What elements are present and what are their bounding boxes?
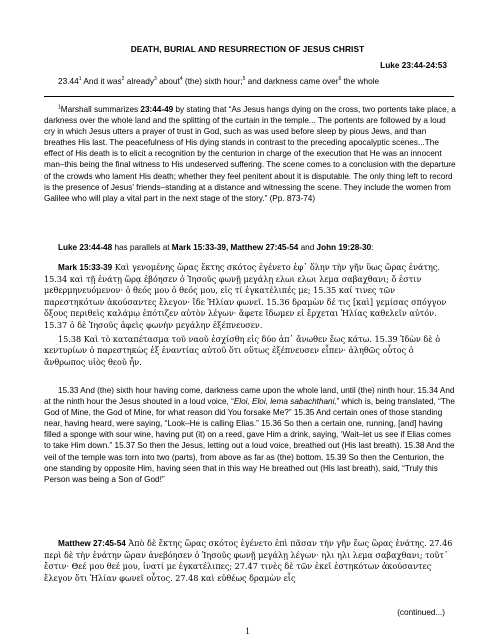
verse-text: the whole: [341, 76, 380, 86]
greek-text: Ἀπὸ δὲ ἕκτης ὥρας σκότος ἐγένετο ἐπὶ πᾶσαν τὴν γῆν ἕως ὥρας ἐνάτης. 27.46 περὶ δὲ τὴν ἐνάτην ὥραν ἀνεβόησεν ὁ Ἰησοῦς φωνῇ μεγάλῃ λέγων· ηλι ηλι λεμα σαβαχθανι; τοῦτ᾽ ἔστιν· Θεέ μου θεέ μου, ἱνατί με ἐγκατέλιπες; 27.47 τινὲς δὲ τῶν ἐκεῖ ἑστηκότων ἀκούσαντες ἔλεγον ὅτι Ἠλίαν φωνεῖ οὗτος. 27.48 καὶ εὐθέως δραμὼν εἷς: [44, 538, 453, 583]
footnote-marker: 2: [121, 76, 125, 83]
verse-text: and darkness came over: [245, 76, 339, 86]
english-text: 15.33 And (the) sixth hour having come, darkness came upon the whole land, until (the) ninth hour. 15.34 And at the ninth hour the Jesus shouted in a loud voice, “: [44, 386, 455, 407]
verse-line: [58, 76, 379, 86]
greek-text: Καὶ γενομένης ὥρας ἕκτης σκότος ἐγένετο ἐφ᾽ ὅλην τὴν γῆν ὕως ὥρας ἐνάτης. 15.34 καὶ τῇ ἐνάτῃ ὥρᾳ ἐβόησεν ὁ Ἰησοῦς φωνῇ μεγάλῃ ελωι ελωι λεμα σαβαχθανι; ὅ ἐστιν μεθερμηνευόμενον· ὁ θεός μου ὁ θεός μου, εἰς τί ἐγκατέλιπές με; 15.35 καί τινες τῶν παρεστηκότων ἀκούσαντες ἔλεγον· ἴδε Ἠλίαν φωνεῖ. 15.36 δραμὼν δέ τις [καὶ] γεμίσας σπόγγον ὄξους περιθεὶς καλάμῳ ἐπότιζεν αὐτὸν λέγων· ἄφετε ἴδωμεν εἰ ἔρχεται Ἠλίας καθελεῖν αὐτόν. 15.37 ὁ δὲ Ἰησοῦς ἀφεὶς φωνὴν μεγάλην ἐξέπνευσεν.: [44, 262, 447, 330]
parallels-text: has parallels at: [112, 243, 172, 252]
parallels-refs: Mark 15:33-39, Matthew 27:45-54: [171, 243, 299, 252]
parallels-lead: Luke 23:44-48: [58, 243, 113, 252]
mark-greek-block: [44, 262, 456, 368]
mark-label: Mark 15:33-39: [58, 263, 113, 272]
footnote-text: Marshall summarizes: [60, 105, 141, 114]
parallels-text: :: [371, 243, 374, 252]
continued-note: (continued...): [397, 608, 445, 617]
footnote-number: 1: [58, 104, 61, 111]
english-italic: Eloi, Eloi, lema sabachthani,: [233, 397, 337, 407]
verse-text: And it was: [81, 76, 122, 86]
page-title: DEATH, BURIAL AND RESURRECTION OF JESUS CHRIST: [130, 44, 365, 54]
footnote: [44, 104, 456, 204]
parallels-line: [44, 242, 456, 253]
footnote-marker: 5: [242, 76, 246, 83]
footnote-marker: 6: [338, 76, 342, 83]
divider: [44, 96, 454, 97]
matthew-label: Matthew 27:45-54: [58, 539, 126, 548]
mark-english-block: [44, 385, 456, 485]
footnote-reference: 23:44-49: [140, 105, 174, 114]
page-number: 1: [245, 626, 250, 636]
footnote-text: by stating that “As Jesus hangs dying on the cross, two portents take place, a darkness over the whole land and the splitting of the curtain in the temple... The portents are followed by a loud cry in which Jesus utters a prayer of trust in God, such as was used before sleep by pious Jews, and than breathes His last. The peacefulness of His dying stands in contrast to the preceding apocalyptic scenes...The effect of His death is to elicit a recognition by the centurion in charge of the execution that He was an innocent man–this being the final witness to His undeserved suffering. The scene comes to a conclusion with the departure of the crowds who lament His death; whether they feel penitent about it is disputable. The only thing left to record is the presence of Jesus’ friends–standing at a distance and witnessing the scene. They include the women from Galilee who will play a vital part in the next stage of the story.” (Pp. 873-74): [44, 105, 456, 203]
verse-number: 23.44: [58, 76, 79, 86]
mark-greek-text-2: [44, 334, 456, 369]
greek-text: 15.38 Καὶ τὸ καταπέτασμα τοῦ ναοῦ ἐσχίσθη εἰς δύο ἀπ᾽ ἄνωθεν ἕως κάτω. 15.39 Ἰδὼν δὲ ὁ κεντυρίων ὁ παρεστηκὼς ἐξ ἐναντίας αὐτοῦ ὅτι οὕτως ἐξέπνευσεν εἶπεν· ἀληθῶς οὗτος ὁ ἄνθρωπος υἱὸς θεοῦ ἦν.: [44, 333, 441, 367]
footnote-marker: 1: [78, 76, 82, 83]
passage-reference: Luke 23:44-24:53: [380, 60, 447, 70]
footnote-block: [44, 104, 456, 204]
footnote-marker: 3: [153, 76, 157, 83]
matthew-greek-block: [44, 538, 456, 584]
verse-text: about: [156, 76, 180, 86]
verse-text: already: [124, 76, 154, 86]
footnote-marker: 4: [179, 76, 183, 83]
verse-text: (the) sixth hour;: [182, 76, 243, 86]
mark-english-text: [44, 385, 456, 485]
mark-greek-text: [44, 262, 456, 332]
parallels-refs: John 19:28-30: [316, 243, 372, 252]
matthew-greek-text: [44, 538, 456, 584]
parallels-text: and: [298, 243, 317, 252]
english-text: ” which is, being translated, “The God of Mine, the God of Mine, for what reason did You forsake Me?” 15.35 And certain ones of those standing near, having heard, were saying, “Look–He is calling Elias.” 15.36 So then a certain one, running, [and] having filled a sponge with sour wine, having put (it) on a reed, gave Him a drink, saying, ‘Wait–let us see if Elias comes to take Him down.” 15.37 So then the Jesus, letting out a loud voice, breathed out (His last breath). 15.38 And the veil of the temple was torn into two (parts), from above as far as (the) bottom. 15.39 So then the Centurion, the one standing by opposite Him, having seen that in this way He breathed out (His last breath), said, “Truly this Person was being a Son of God!”: [44, 397, 455, 484]
